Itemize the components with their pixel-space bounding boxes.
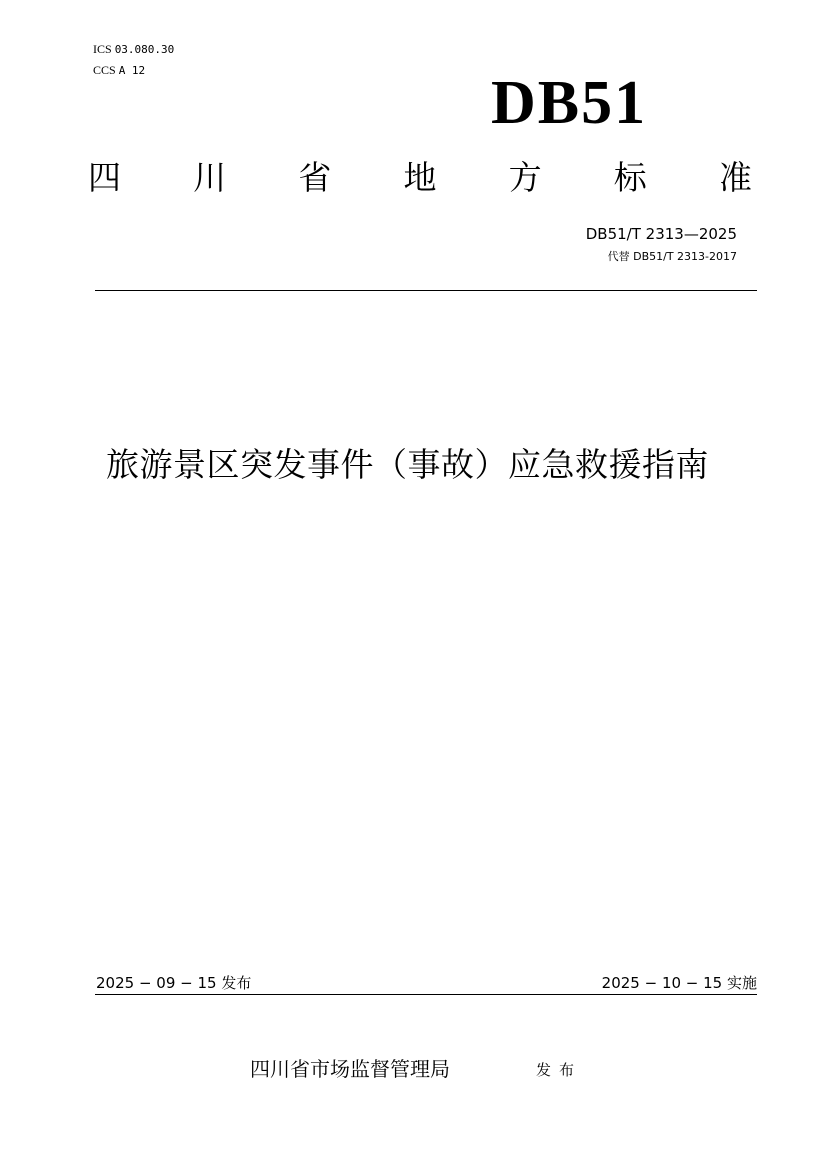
header-divider — [95, 290, 757, 291]
standard-type-char: 四 — [88, 158, 121, 197]
ics-label: ICS — [93, 42, 112, 56]
issuing-authority: 四川省市场监督管理局 — [250, 1057, 450, 1081]
ics-code: 03.080.30 — [114, 43, 175, 56]
issue-label: 发布 — [536, 1061, 583, 1079]
ics-classification — [93, 42, 174, 57]
standard-logo: DB51 — [491, 69, 648, 137]
document-title: 旅游景区突发事件（事故）应急救援指南 — [106, 445, 709, 484]
standard-type-char: 方 — [508, 158, 542, 197]
implementation-date: 2025 − 10 − 15 实施 — [601, 974, 757, 992]
standard-type-char: 准 — [718, 158, 752, 197]
ccs-label: CCS — [93, 63, 116, 77]
ccs-classification — [93, 63, 145, 78]
standard-number: DB51/T 2313—2025 — [585, 225, 737, 243]
standard-type-char: 标 — [613, 158, 647, 197]
standard-type-heading — [88, 158, 752, 198]
standard-type-char: 川 — [193, 158, 227, 197]
standard-type-char: 地 — [403, 158, 437, 197]
standard-type-char: 省 — [298, 158, 332, 197]
replaces-standard: 代替 DB51/T 2313-2017 — [607, 250, 737, 263]
ccs-code: A 12 — [118, 64, 146, 77]
publish-date: 2025 − 09 − 15 发布 — [96, 974, 252, 992]
date-divider — [95, 994, 757, 995]
